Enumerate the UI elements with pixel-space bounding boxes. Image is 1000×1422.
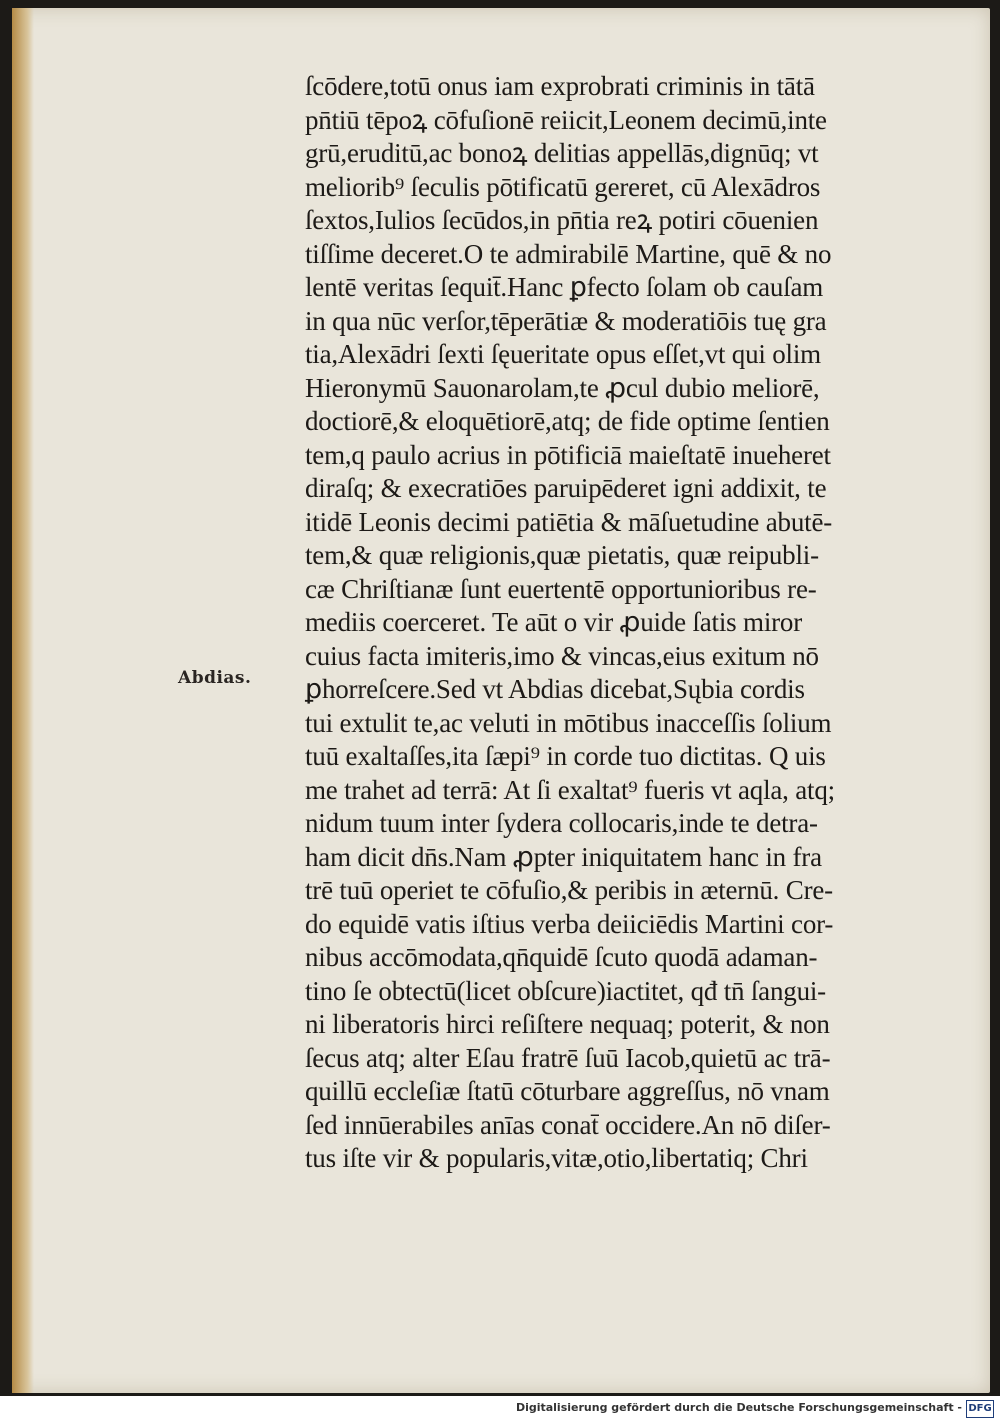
text-block xyxy=(305,70,945,1176)
text-line: tus iſte vir & popularis,vitæ,otio,libertatiq; Chri xyxy=(305,1143,808,1173)
text-line: pn̄tiū tēpoꝝ cōfuſionē reiicit,Leonem decimū,inte xyxy=(305,104,827,135)
text-line: ſcōdere,totū onus iam exprobrati criminis in tātā xyxy=(305,71,815,101)
text-line: nibus accōmodata,qn̄quidē ſcuto quodā adaman- xyxy=(305,942,818,972)
text-line: ſecus atq; alter Eſau fratrē ſuū Iacob,quietū ac trā- xyxy=(305,1042,831,1073)
text-line: ham dicit dn̄s.Nam ꝓpter iniquitatem hanc in fra xyxy=(305,841,822,872)
footer-bar xyxy=(0,1396,1000,1422)
funding-credit: Digitalisierung gefördert durch die Deutsche Forschungsgemeinschaft - xyxy=(515,1401,962,1414)
text-line: lentē veritas ſequit̄.Hanc ꝑfecto ſolam ob cauſam xyxy=(305,272,824,302)
text-line: mediis coerceret. Te aūt o vir ꝓuide ſatis miror xyxy=(305,607,803,637)
text-line: tui extulit te,ac veluti in mōtibus inacceſſis ſolium xyxy=(305,707,832,738)
text-line: grū,eruditū,ac bonoꝝ delitias appellās,dignūq; vt xyxy=(305,138,819,168)
text-line: trē tuū operiet te cōfuſio,& peribis in æternū. Cre- xyxy=(305,875,833,905)
text-line: ſextos,Iulios ſecūdos,in pn̄tia reꝝ potiri cōuenien xyxy=(305,205,819,235)
text-line: me trahet ad terrā: At ſi exaltat⁹ fueris vt aqla, atq; xyxy=(305,774,835,805)
text-line: ꝑhorreſcere.Sed vt Abdias dicebat,Sųbia cordis xyxy=(305,674,805,704)
page-edge xyxy=(12,8,34,1393)
text-line: tiſſime deceret.O te admirabilē Martine, quē & no xyxy=(305,238,832,269)
marginal-note: Abdias. xyxy=(178,668,252,688)
text-line: tem,& quæ religionis,quæ pietatis, quæ reipubli- xyxy=(305,540,819,570)
text-line: meliorib⁹ ſeculis pōtificatū gereret, cū Alexādros xyxy=(305,171,821,202)
text-line: cuius facta imiteris,imo & vincas,eius exitum nō xyxy=(305,640,819,671)
text-line: cæ Chriſtianæ ſunt euertentē opportunioribus re- xyxy=(305,573,817,604)
text-line: tuū exaltaſſes,ita ſæpi⁹ in corde tuo dictitas. Q uis xyxy=(305,741,826,771)
text-line: quillū eccleſiæ ſtatū cōturbare aggreſſus, nō vnam xyxy=(305,1076,830,1106)
text-line: doctiorē,& eloquētiorē,atq; de fide optime ſentien xyxy=(305,406,830,436)
text-line: do equidē vatis iſtius verba deiiciēdis Martini cor- xyxy=(305,908,834,939)
dfg-logo[interactable]: DFG xyxy=(966,1400,994,1418)
text-line: tino ſe obtectū(licet obſcure)iactitet, qđ tn̄ ſangui- xyxy=(305,975,826,1006)
text-line: tem,q paulo acrius in pōtificiā maieſtatē inueheret xyxy=(305,439,831,470)
text-line: in qua nūc verſor,tēperātiæ & moderatiōis tuę gra xyxy=(305,305,827,336)
text-line: Hieronymū Sauonarolam,te ꝓcul dubio meliorē, xyxy=(305,372,820,403)
text-line: ſed innūerabiles anīas conat̄ occidere.An nō diſer- xyxy=(305,1109,831,1140)
text-line: ni liberatoris hirci reſiſtere nequaq; poterit, & non xyxy=(305,1009,830,1039)
text-line: itidē Leonis decimi patiētia & māſuetudine abutē- xyxy=(305,506,833,537)
text-line: nidum tuum inter ſydera collocaris,inde te detra- xyxy=(305,808,818,838)
text-line: tia,Alexādri ſexti ſęueritate opus eſſet,vt qui olim xyxy=(305,339,821,369)
book-page xyxy=(12,8,990,1393)
text-line: diraſq; & execratiōes paruipēderet igni addixit, te xyxy=(305,473,827,503)
